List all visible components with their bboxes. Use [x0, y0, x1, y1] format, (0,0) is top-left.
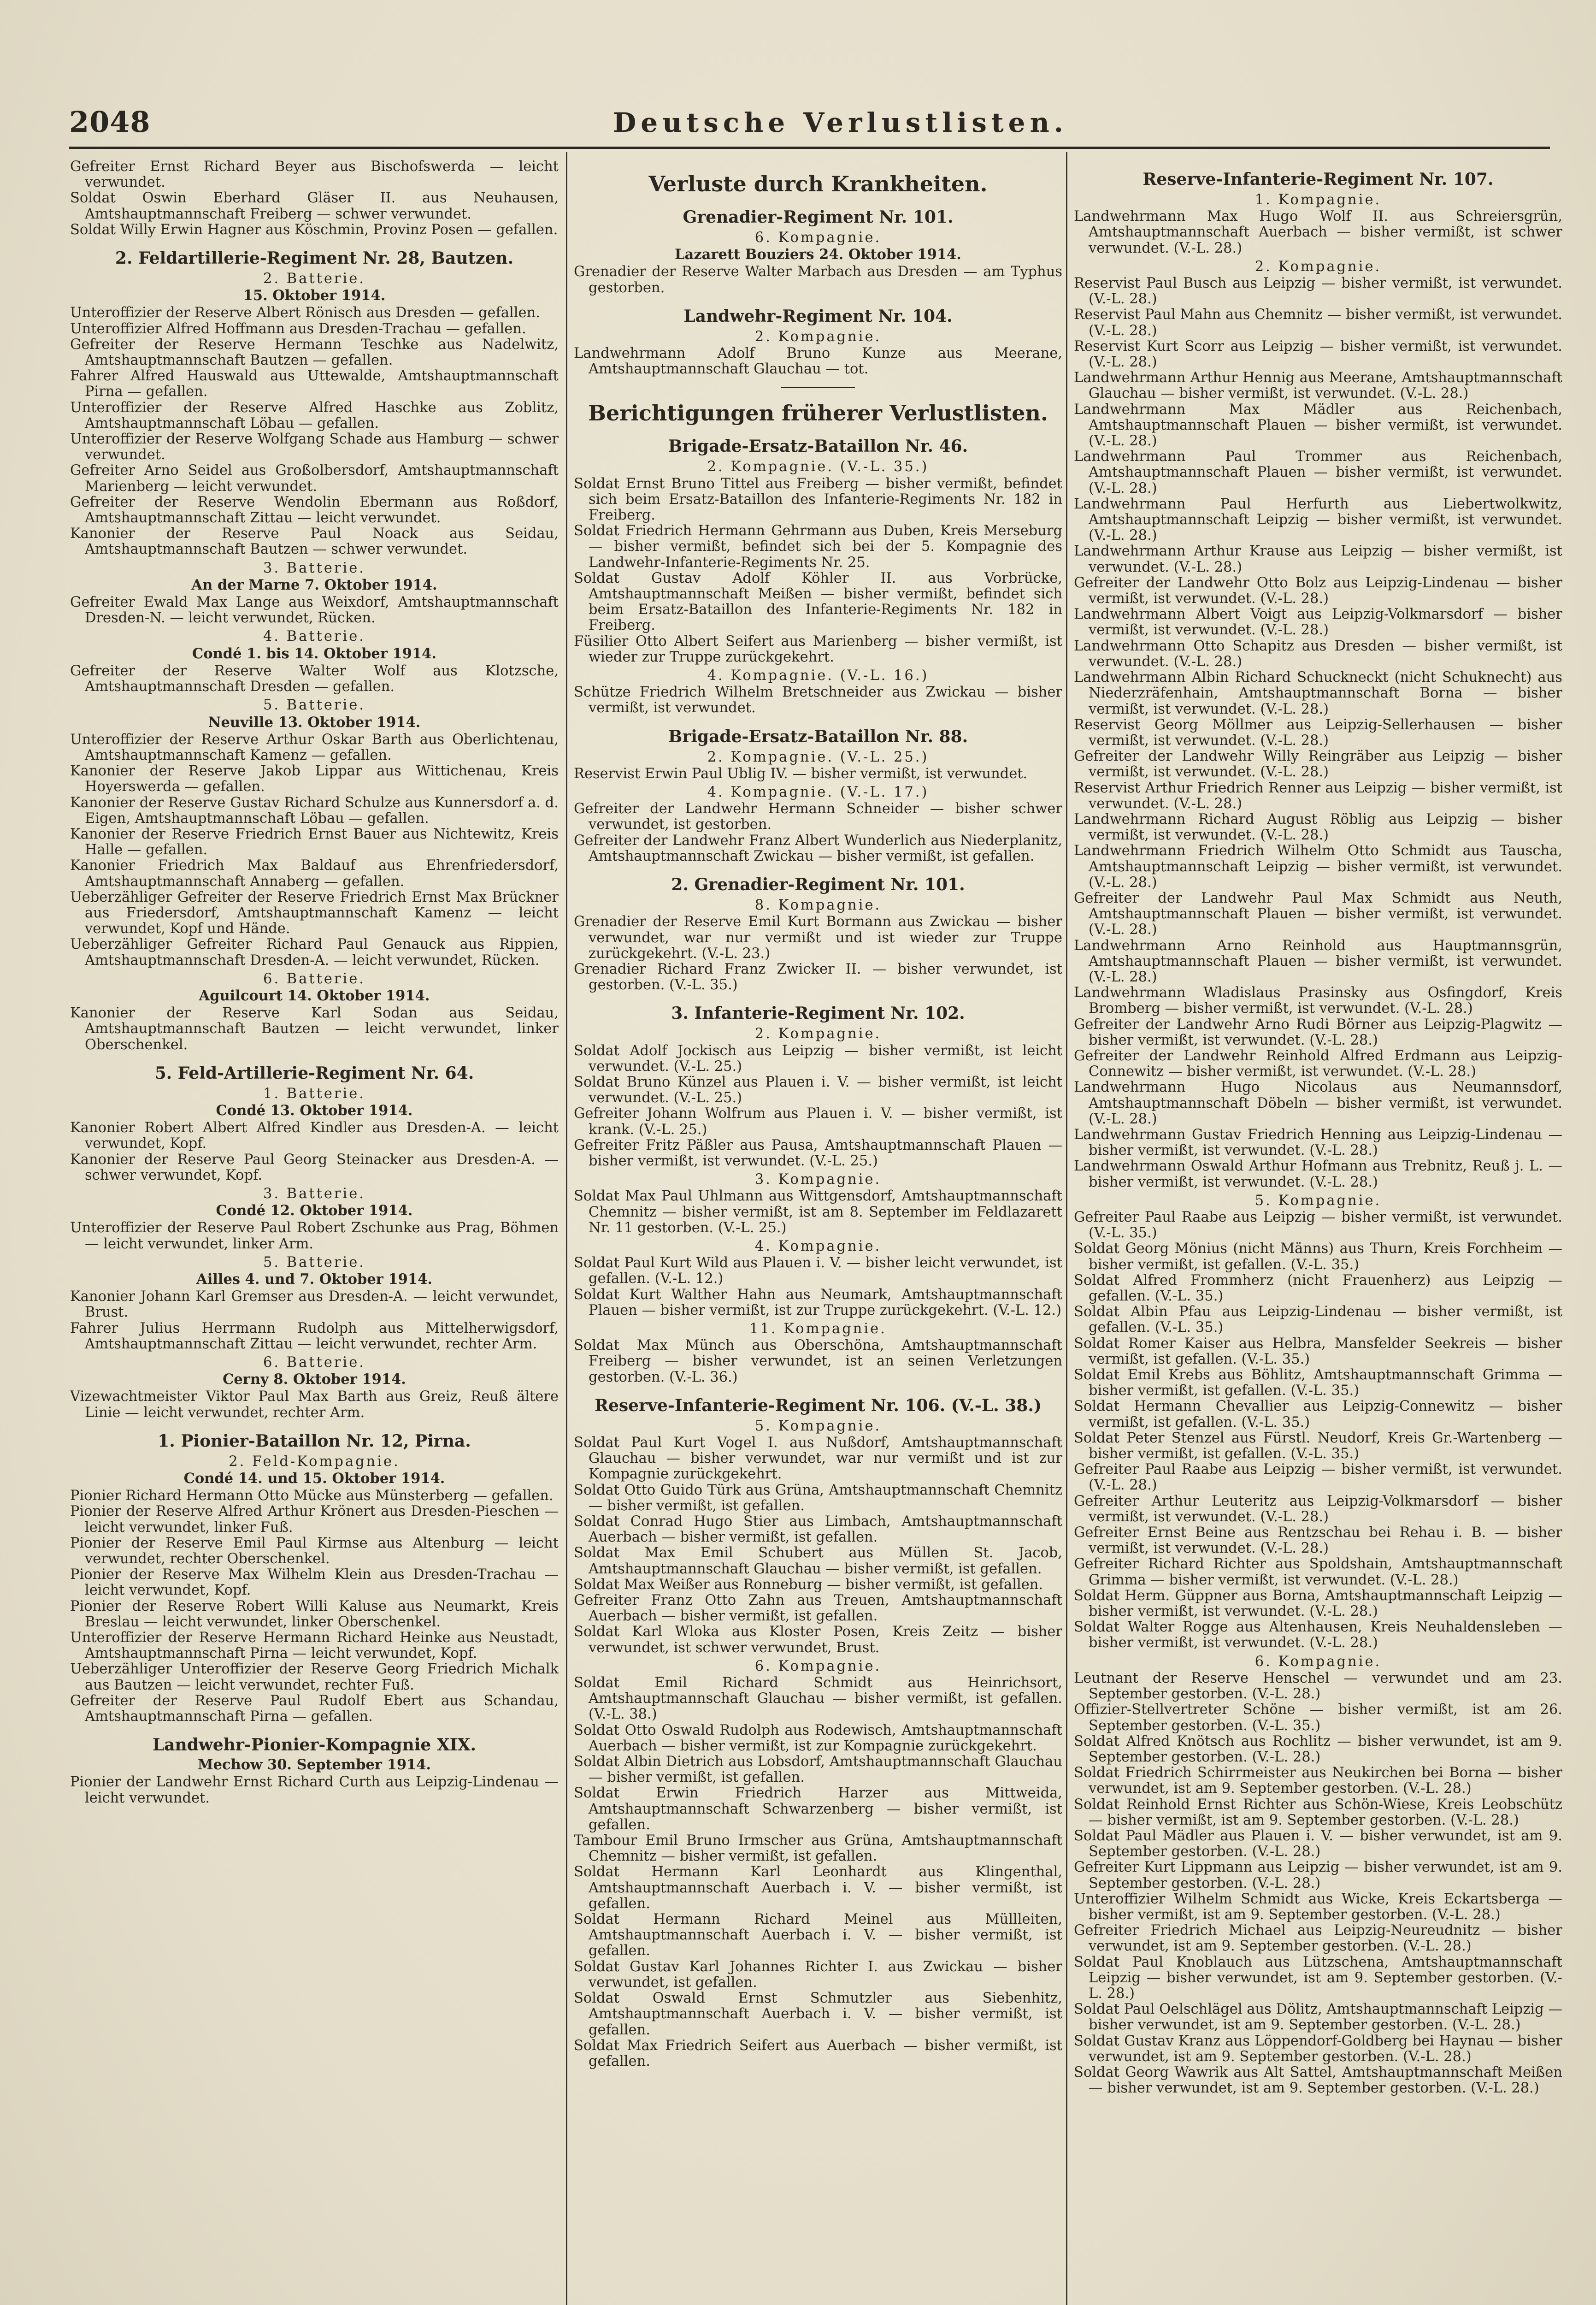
casualty-entry: Unteroffizier der Reserve Wolfgang Schade aus Hamburg — schwer verwundet. [70, 431, 559, 463]
casualty-entry: Gefreiter der Landwehr Willy Reingräber aus Leipzig — bisher vermißt, ist verwundet. (V.-L. 28.) [1074, 748, 1562, 780]
unit-heading: Landwehr-Regiment Nr. 104. [683, 306, 953, 326]
subunit-heading: 5. Kompagnie. [754, 1418, 882, 1434]
casualty-entry: Grenadier Richard Franz Zwicker II. — bisher verwundet, ist gestorben. (V.-L. 35.) [574, 961, 1062, 993]
casualty-entry: Leutnant der Reserve Henschel — verwundet und am 23. September gestorben. (V.-L. 28.) [1074, 1670, 1562, 1702]
casualty-entry: Soldat Gustav Karl Johannes Richter I. aus Zwickau — bisher verwundet, ist gefallen. [574, 1958, 1062, 1991]
unit-heading: Brigade-Ersatz-Bataillon Nr. 46. [668, 437, 968, 456]
subunit-heading: 2. Kompagnie. [1254, 258, 1382, 275]
casualty-entry: Pionier der Reserve Robert Willi Kaluse aus Neumarkt, Kreis Breslau — leicht verwundet, linker Oberschenkel. [70, 1598, 559, 1630]
casualty-entry: Gefreiter der Reserve Paul Rudolf Ebert aus Schandau, Amtshauptmannschaft Pirna — gefallen. [70, 1692, 559, 1725]
casualty-entry: Soldat Paul Oelschlägel aus Dölitz, Amtshauptmannschaft Leipzig — bisher verwundet, ist am 9. September gestorben. (V.-L. 28.) [1074, 2001, 1562, 2033]
casualty-entry: Pionier Richard Hermann Otto Mücke aus Münsterberg — gefallen. [70, 1488, 554, 1504]
subunit-heading: 1. Batterie. [263, 1085, 366, 1102]
casualty-entry: Gefreiter Paul Raabe aus Leipzig — bisher vermißt, ist verwundet. (V.-L. 35.) [1074, 1209, 1562, 1241]
casualty-entry: Vizewachtmeister Viktor Paul Max Barth aus Greiz, Reuß ältere Linie — leicht verwundet, rechter Arm. [70, 1389, 559, 1421]
casualty-entry: Gefreiter der Reserve Hermann Teschke aus Nadelwitz, Amtshauptmannschaft Bautzen — gefallen. [70, 336, 559, 369]
casualty-entry: Soldat Hermann Karl Leonhardt aus Klingenthal, Amtshauptmannschaft Auerbach i. V. — bisher vermißt, ist gefallen. [574, 1864, 1062, 1912]
subunit-heading: 6. Batterie. [263, 970, 366, 987]
casualty-entry: Gefreiter Ernst Beine aus Rentzschau bei Rehau i. B. — bisher vermißt, ist verwundet. (V.-L. 28.) [1074, 1525, 1562, 1557]
casualty-entry: Unteroffizier der Reserve Albert Rönisch aus Dresden — gefallen. [70, 305, 540, 321]
subunit-heading: 5. Kompagnie. [1254, 1192, 1382, 1209]
casualty-entry: Gefreiter der Reserve Walter Wolf aus Klotzsche, Amtshauptmannschaft Dresden — gefallen. [70, 662, 559, 695]
casualty-entry: Landwehrmann Paul Trommer aus Reichenbach, Amtshauptmannschaft Plauen — bisher vermißt, ist verwundet. (V.-L. 28.) [1074, 449, 1562, 496]
subunit-heading: 2. Feld-Kompagnie. [229, 1453, 400, 1470]
casualty-entry: Landwehrmann Max Hugo Wolf II. aus Schreiersgrün, Amtshauptmannschaft Auerbach — bisher vermißt, ist schwer verwundet. (V.-L. 28.) [1074, 208, 1562, 256]
casualty-entry: Soldat Georg Mönius (nicht Männs) aus Thurn, Kreis Forchheim — bisher vermißt, ist gefallen. (V.-L. 35.) [1074, 1241, 1562, 1273]
place-date-line: Cerny 8. Oktober 1914. [223, 1371, 406, 1388]
casualty-entry: Ueberzähliger Gefreiter Richard Paul Genauck aus Rippien, Amtshauptmannschaft Dresden-A. — leicht verwundet, Rücken. [70, 936, 559, 969]
subunit-heading: 4. Kompagnie. (V.-L. 17.) [707, 784, 929, 801]
casualty-entry: Gefreiter Kurt Lippmann aus Leipzig — bisher verwundet, ist am 9. September gestorben. (V.-L. 28.) [1074, 1859, 1562, 1891]
casualty-entry: Gefreiter Friedrich Michael aus Leipzig-Neureudnitz — bisher verwundet, ist am 9. September gestorben. (V.-L. 28.) [1074, 1922, 1562, 1955]
subunit-heading: 3. Batterie. [263, 1185, 366, 1202]
subunit-heading: 2. Batterie. [263, 271, 366, 287]
subunit-heading: 6. Kompagnie. [754, 1658, 882, 1674]
casualty-entry: Landwehrmann Paul Herfurth aus Liebertwolkwitz, Amtshauptmannschaft Leipzig — bisher vermißt, ist verwundet. (V.-L. 28.) [1074, 496, 1562, 544]
subunit-heading: 6. Batterie. [263, 1354, 366, 1371]
casualty-entry: Unteroffizier der Reserve Alfred Haschke aus Zoblitz, Amtshauptmannschaft Löbau — gefallen. [70, 399, 559, 431]
casualty-entry: Landwehrmann Richard August Röblig aus Leipzig — bisher vermißt, ist verwundet. (V.-L. 28.) [1074, 811, 1562, 844]
unit-heading: 2. Feldartillerie-Regiment Nr. 28, Bautzen. [115, 248, 514, 268]
place-date-line: Condé 13. Oktober 1914. [216, 1102, 413, 1119]
header-rule [69, 147, 1550, 149]
casualty-entry: Ueberzähliger Gefreiter der Reserve Friedrich Ernst Max Brückner aus Friedersdorf, Amtshauptmannschaft Kamenz — leicht verwundet, Kopf und Hände. [70, 889, 559, 937]
casualty-entry: Landwehrmann Arthur Krause aus Leipzig — bisher vermißt, ist verwundet. (V.-L. 28.) [1074, 543, 1562, 575]
casualty-entry: Unteroffizier Alfred Hoffmann aus Dresden-Trachau — gefallen. [70, 320, 526, 337]
casualty-entry: Pionier der Reserve Max Wilhelm Klein aus Dresden-Trachau — leicht verwundet, Kopf. [70, 1566, 559, 1599]
casualty-entry: Unteroffizier Wilhelm Schmidt aus Wicke, Kreis Eckartsberga — bisher vermißt, ist am 9. September gestorben. (V.-L. 28.) [1074, 1891, 1562, 1923]
subunit-heading: 2. Kompagnie. [754, 328, 882, 345]
page-number: 2048 [69, 105, 151, 139]
casualty-entry: Soldat Oswald Ernst Schmutzler aus Siebenhitz, Amtshauptmannschaft Auerbach i. V. — bisher vermißt, ist gefallen. [574, 1990, 1062, 2038]
casualty-entry: Soldat Reinhold Ernst Richter aus Schön-Wiese, Kreis Leobschütz — bisher vermißt, ist am 9. September gestorben. (V.-L. 28.) [1074, 1796, 1562, 1828]
subunit-heading: 1. Kompagnie. [1254, 192, 1382, 208]
casualty-entry: Kanonier Friedrich Max Baldauf aus Ehrenfriedersdorf, Amtshauptmannschaft Annaberg — gefallen. [70, 857, 559, 890]
casualty-entry: Fahrer Alfred Hauswald aus Uttewalde, Amtshauptmannschaft Pirna — gefallen. [70, 368, 559, 400]
place-date-line: 15. Oktober 1914. [243, 287, 386, 304]
casualty-entry: Soldat Max Emil Schubert aus Müllen St. Jacob, Amtshauptmannschaft Glauchau — bisher vermißt, ist gefallen. [574, 1545, 1062, 1577]
casualty-entry: Soldat Otto Oswald Rudolph aus Rodewisch, Amtshauptmannschaft Auerbach — bisher vermißt, ist zur Kompagnie zurückgekehrt. [574, 1722, 1062, 1754]
casualty-entry: Soldat Paul Knoblauch aus Lützschena, Amtshauptmannschaft Leipzig — bisher verwundet, ist am 9. September gestorben. (V.-L. 28.) [1074, 1954, 1562, 2002]
casualty-entry: Landwehrmann Gustav Friedrich Henning aus Leipzig-Lindenau — bisher vermißt, ist verwundet. (V.-L. 28.) [1074, 1126, 1562, 1159]
casualty-entry: Soldat Emil Krebs aus Böhlitz, Amtshauptmannschaft Grimma — bisher vermißt, ist gefallen. (V.-L. 35.) [1074, 1367, 1562, 1399]
casualty-entry: Landwehrmann Arno Reinhold aus Hauptmannsgrün, Amtshauptmannschaft Plauen — bisher vermißt, ist verwundet. (V.-L. 28.) [1074, 937, 1562, 985]
casualty-entry: Kanonier Robert Albert Alfred Kindler aus Dresden-A. — leicht verwundet, Kopf. [70, 1120, 559, 1152]
casualty-entry: Pionier der Reserve Emil Paul Kirmse aus Altenburg — leicht verwundet, rechter Oberschenkel. [70, 1535, 559, 1567]
place-date-line: Lazarett Bouziers 24. Oktober 1914. [675, 246, 961, 263]
casualty-entry: Gefreiter Arno Seidel aus Großolbersdorf, Amtshauptmannschaft Marienberg — leicht verwundet. [70, 462, 559, 495]
subunit-heading: 2. Kompagnie. (V.-L. 25.) [707, 749, 929, 765]
casualty-entry: Kanonier der Reserve Paul Noack aus Seidau, Amtshauptmannschaft Bautzen — schwer verwundet. [70, 526, 559, 558]
casualty-entry: Soldat Alfred Knötsch aus Rochlitz — bisher verwundet, ist am 9. September gestorben. (V.-L. 28.) [1074, 1733, 1562, 1765]
place-date-line: Condé 1. bis 14. Oktober 1914. [192, 645, 437, 662]
column-1 [70, 159, 559, 2305]
place-date-line: Neuville 13. Oktober 1914. [208, 714, 421, 731]
unit-heading: Reserve-Infanterie-Regiment Nr. 106. (V.-L. 38.) [595, 1395, 1042, 1415]
casualty-entry: Landwehrmann Albin Richard Schuckneckt (nicht Schuknecht) aus Niederzräfenhain, Amtshauptmannschaft Borna — bisher vermißt, ist verwundet. (V.-L. 28.) [1074, 669, 1562, 717]
subunit-heading: 8. Kompagnie. [754, 897, 882, 914]
casualty-entry: Soldat Gustav Adolf Köhler II. aus Vorbrücke, Amtshauptmannschaft Meißen — bisher vermißt, befindet sich beim Ersatz-Bataillon des Infanterie-Regiments Nr. 182 in Freiberg. [574, 570, 1062, 634]
casualty-entry: Gefreiter der Landwehr Reinhold Alfred Erdmann aus Leipzig-Connewitz — bisher vermißt, ist verwundet. (V.-L. 28.) [1074, 1047, 1562, 1080]
casualty-entry: Soldat Max Friedrich Seifert aus Auerbach — bisher vermißt, ist gefallen. [574, 2037, 1062, 2069]
casualty-entry: Landwehrmann Wladislaus Prasinsky aus Osfingdorf, Kreis Bromberg — bisher vermißt, ist verwundet. (V.-L. 28.) [1074, 985, 1562, 1017]
casualty-entry: Landwehrmann Arthur Hennig aus Meerane, Amtshauptmannschaft Glauchau — bisher vermißt, ist verwundet. (V.-L. 28.) [1074, 370, 1562, 402]
casualty-entry: Soldat Kurt Walther Hahn aus Neumark, Amtshauptmannschaft Plauen — bisher vermißt, ist zur Truppe zurückgekehrt. (V.-L. 12.) [574, 1286, 1062, 1318]
casualty-entry: Tambour Emil Bruno Irmscher aus Grüna, Amtshauptmannschaft Chemnitz — bisher vermißt, ist gefallen. [574, 1832, 1062, 1865]
casualty-entry: Gefreiter der Landwehr Franz Albert Wunderlich aus Niederplanitz, Amtshauptmannschaft Zwickau — bisher vermißt, ist gefallen. [574, 832, 1062, 864]
casualty-entry: Grenadier der Reserve Walter Marbach aus Dresden — am Typhus gestorben. [574, 264, 1062, 296]
casualty-entry: Gefreiter Franz Otto Zahn aus Treuen, Amtshauptmannschaft Auerbach — bisher vermißt, ist gefallen. [574, 1592, 1062, 1625]
column-3 [1074, 159, 1562, 2305]
casualty-entry: Kanonier der Reserve Friedrich Ernst Bauer aus Nichtewitz, Kreis Halle — gefallen. [70, 826, 559, 858]
column-divider [1066, 152, 1067, 2305]
unit-heading: Grenadier-Regiment Nr. 101. [683, 207, 954, 227]
casualty-entry: Soldat Albin Dietrich aus Lobsdorf, Amtshauptmannschaft Glauchau — bisher vermißt, ist gefallen. [574, 1754, 1062, 1786]
casualty-entry: Landwehrmann Max Mädler aus Reichenbach, Amtshauptmannschaft Plauen — bisher vermißt, ist verwundet. (V.-L. 28.) [1074, 401, 1562, 449]
subunit-heading: 11. Kompagnie. [749, 1320, 887, 1337]
casualty-entry: Kanonier Johann Karl Gremser aus Dresden-A. — leicht verwundet, Brust. [70, 1288, 559, 1321]
casualty-entry: Reservist Kurt Scorr aus Leipzig — bisher vermißt, ist verwundet. (V.-L. 28.) [1074, 338, 1562, 371]
unit-heading: Reserve-Infanterie-Regiment Nr. 107. [1143, 170, 1494, 189]
section-divider [781, 387, 855, 388]
casualty-entry: Soldat Emil Richard Schmidt aus Heinrichsort, Amtshauptmannschaft Glauchau — bisher vermißt, ist gefallen. (V.-L. 38.) [574, 1675, 1062, 1723]
casualty-entry: Kanonier der Reserve Gustav Richard Schulze aus Kunnersdorf a. d. Eigen, Amtshauptmannschaft Löbau — gefallen. [70, 794, 559, 827]
subunit-heading: 6. Kompagnie. [1254, 1653, 1382, 1670]
casualty-entry: Soldat Erwin Friedrich Harzer aus Mittweida, Amtshauptmannschaft Schwarzenberg — bisher vermißt, ist gefallen. [574, 1785, 1062, 1833]
casualty-entry: Soldat Peter Stenzel aus Fürstl. Neudorf, Kreis Gr.-Wartenberg — bisher vermißt, ist gefallen. (V.-L. 35.) [1074, 1430, 1562, 1462]
casualty-entry: Soldat Paul Mädler aus Plauen i. V. — bisher verwundet, ist am 9. September gestorben. (V.-L. 28.) [1074, 1827, 1562, 1860]
casualty-entry: Unteroffizier der Reserve Hermann Richard Heinke aus Neustadt, Amtshauptmannschaft Pirna — leicht verwundet, Kopf. [70, 1630, 559, 1662]
casualty-entry: Grenadier der Reserve Emil Kurt Bormann aus Zwickau — bisher verwundet, war nur vermißt und ist wieder zur Truppe zurückgekehrt. (V.-L. 23.) [574, 914, 1062, 962]
casualty-entry: Füsilier Otto Albert Seifert aus Marienberg — bisher vermißt, ist wieder zur Truppe zurückgekehrt. [574, 633, 1062, 665]
casualty-entry: Landwehrmann Adolf Bruno Kunze aus Meerane, Amtshauptmannschaft Glauchau — tot. [574, 345, 1062, 378]
casualty-entry: Soldat Karl Wloka aus Kloster Posen, Kreis Zeitz — bisher verwundet, ist schwer verwundet, Brust. [574, 1624, 1062, 1656]
casualty-entry: Gefreiter Paul Raabe aus Leipzig — bisher vermißt, ist verwundet. (V.-L. 28.) [1074, 1461, 1562, 1494]
casualty-entry: Kanonier der Reserve Karl Sodan aus Seidau, Amtshauptmannschaft Bautzen — leicht verwundet, linker Oberschenkel. [70, 1005, 559, 1053]
casualty-entry: Gefreiter Johann Wolfrum aus Plauen i. V. — bisher vermißt, ist krank. (V.-L. 25.) [574, 1105, 1062, 1138]
unit-heading: Berichtigungen früherer Verlustlisten. [588, 401, 1048, 426]
casualty-entry: Gefreiter Richard Richter aus Spoldshain, Amtshauptmannschaft Grimma — bisher vermißt, ist verwundet. (V.-L. 28.) [1074, 1556, 1562, 1588]
place-date-line: Condé 12. Oktober 1914. [216, 1202, 413, 1219]
unit-heading: 3. Infanterie-Regiment Nr. 102. [671, 1004, 965, 1023]
place-date-line: Aguilcourt 14. Oktober 1914. [199, 987, 430, 1004]
casualty-entry: Soldat Romer Kaiser aus Helbra, Mansfelder Seekreis — bisher vermißt, ist gefallen. (V.-L. 35.) [1074, 1335, 1562, 1367]
place-date-line: An der Marne 7. Oktober 1914. [191, 576, 437, 593]
column-divider [566, 152, 567, 2305]
casualty-entry: Landwehrmann Otto Schapitz aus Dresden — bisher vermißt, ist verwundet. (V.-L. 28.) [1074, 638, 1562, 670]
place-date-line: Condé 14. und 15. Oktober 1914. [183, 1470, 445, 1487]
casualty-entry: Kanonier der Reserve Paul Georg Steinacker aus Dresden-A. — schwer verwundet, Kopf. [70, 1151, 559, 1183]
unit-heading: Verluste durch Krankheiten. [648, 171, 988, 196]
casualty-entry: Unteroffizier der Reserve Paul Robert Zschunke aus Prag, Böhmen — leicht verwundet, linker Arm. [70, 1220, 559, 1252]
subunit-heading: 2. Kompagnie. [754, 1026, 882, 1042]
casualty-entry: Kanonier der Reserve Jakob Lippar aus Wittichenau, Kreis Hoyerswerda — gefallen. [70, 763, 559, 795]
subunit-heading: 5. Batterie. [263, 697, 366, 714]
casualty-entry: Soldat Friedrich Hermann Gehrmann aus Duben, Kreis Merseburg — bisher vermißt, befindet sich bei der 5. Kompagnie des Landwehr-Infanterie-Regiments Nr. 25. [574, 523, 1062, 571]
casualty-entry: Reservist Georg Möllmer aus Leipzig-Sellerhausen — bisher vermißt, ist verwundet. (V.-L. 28.) [1074, 716, 1562, 749]
column-2 [574, 159, 1062, 2305]
unit-heading: Brigade-Ersatz-Bataillon Nr. 88. [668, 727, 968, 746]
casualty-entry: Gefreiter Ernst Richard Beyer aus Bischofswerda — leicht verwundet. [70, 159, 559, 191]
casualty-entry: Gefreiter Fritz Päßler aus Pausa, Amtshauptmannschaft Plauen — bisher vermißt, ist verwundet. (V.-L. 25.) [574, 1137, 1062, 1169]
casualty-entry: Soldat Adolf Jockisch aus Leipzig — bisher vermißt, ist leicht verwundet. (V.-L. 25.) [574, 1042, 1062, 1075]
subunit-heading: 4. Batterie. [263, 628, 366, 645]
casualty-entry: Gefreiter der Reserve Wendolin Ebermann aus Roßdorf, Amtshauptmannschaft Zittau — leicht verwundet. [70, 494, 559, 526]
casualty-entry: Soldat Hermann Chevallier aus Leipzig-Connewitz — bisher vermißt, ist gefallen. (V.-L. 35.) [1074, 1398, 1562, 1430]
subunit-heading: 6. Kompagnie. [754, 230, 882, 246]
casualty-entry: Landwehrmann Albert Voigt aus Leipzig-Volkmarsdorf — bisher vermißt, ist verwundet. (V.-L. 28.) [1074, 606, 1562, 638]
casualty-entry: Soldat Bruno Künzel aus Plauen i. V. — bisher vermißt, ist leicht verwundet. (V.-L. 25.) [574, 1074, 1062, 1106]
casualty-entry: Soldat Georg Wawrik aus Alt Sattel, Amtshauptmannschaft Meißen — bisher verwundet, ist am 9. September gestorben. (V.-L. 28.) [1074, 2064, 1562, 2097]
casualty-entry: Soldat Hermann Richard Meinel aus Müllleiten, Amtshauptmannschaft Auerbach i. V. — bisher vermißt, ist gefallen. [574, 1911, 1062, 1959]
casualty-entry: Soldat Paul Kurt Vogel I. aus Nußdorf, Amtshauptmannschaft Glauchau — bisher verwundet, war nur vermißt und ist zur Kompagnie zurückgekehrt. [574, 1434, 1062, 1483]
casualty-entry: Gefreiter der Landwehr Hermann Schneider — bisher schwer verwundet, ist gestorben. [574, 801, 1062, 833]
casualty-entry: Pionier der Reserve Alfred Arthur Krönert aus Dresden-Pieschen — leicht verwundet, linker Fuß. [70, 1503, 559, 1536]
casualty-entry: Reservist Paul Mahn aus Chemnitz — bisher vermißt, ist verwundet. (V.-L. 28.) [1074, 307, 1562, 339]
unit-heading: 5. Feld-Artillerie-Regiment Nr. 64. [154, 1063, 474, 1083]
casualty-entry: Soldat Walter Rogge aus Altenhausen, Kreis Neuhaldensleben — bisher vermißt, ist verwundet. (V.-L. 28.) [1074, 1619, 1562, 1651]
running-title: Deutsche Verlustlisten. [613, 107, 1068, 138]
place-date-line: Ailles 4. und 7. Oktober 1914. [196, 1271, 432, 1288]
subunit-heading: 3. Kompagnie. [754, 1171, 882, 1188]
casualty-entry: Fahrer Julius Herrmann Rudolph aus Mittelherwigsdorf, Amtshauptmannschaft Zittau — leicht verwundet, rechter Arm. [70, 1320, 559, 1352]
casualty-entry: Offizier-Stellvertreter Schöne — bisher vermißt, ist am 26. September gestorben. (V.-L. 35.) [1074, 1702, 1562, 1734]
unit-heading: Landwehr-Pionier-Kompagnie XIX. [152, 1735, 477, 1755]
casualty-entry: Reservist Arthur Friedrich Renner aus Leipzig — bisher vermißt, ist verwundet. (V.-L. 28.) [1074, 780, 1562, 812]
casualty-entry: Soldat Herm. Güppner aus Borna, Amtshauptmannschaft Leipzig — bisher vermißt, ist verwundet. (V.-L. 28.) [1074, 1587, 1562, 1620]
casualty-entry: Soldat Conrad Hugo Stier aus Limbach, Amtshauptmannschaft Auerbach — bisher vermißt, ist gefallen. [574, 1513, 1062, 1546]
casualty-entry: Soldat Friedrich Schirrmeister aus Neukirchen bei Borna — bisher verwundet, ist am 9. September gestorben. (V.-L. 28.) [1074, 1765, 1562, 1797]
casualty-entry: Ueberzähliger Unteroffizier der Reserve Georg Friedrich Michalk aus Bautzen — leicht verwundet, rechter Fuß. [70, 1661, 559, 1693]
casualty-entry: Soldat Paul Kurt Wild aus Plauen i. V. — bisher leicht verwundet, ist gefallen. (V.-L. 12.) [574, 1255, 1062, 1287]
casualty-entry: Gefreiter der Landwehr Arno Rudi Börner aus Leipzig-Plagwitz — bisher vermißt, ist verwundet. (V.-L. 28.) [1074, 1016, 1562, 1048]
casualty-entry: Gefreiter Arthur Leuteritz aus Leipzig-Volkmarsdorf — bisher vermißt, ist verwundet. (V.-L. 28.) [1074, 1493, 1562, 1525]
subunit-heading: 4. Kompagnie. [754, 1238, 882, 1254]
casualty-entry: Soldat Alfred Frommherz (nicht Frauenherz) aus Leipzig — gefallen. (V.-L. 35.) [1074, 1272, 1562, 1305]
casualty-entry: Soldat Max Weißer aus Ronneburg — bisher vermißt, ist gefallen. [574, 1576, 1043, 1593]
casualty-entry: Soldat Willy Erwin Hagner aus Köschmin, Provinz Posen — gefallen. [70, 221, 558, 238]
unit-heading: 1. Pionier-Bataillon Nr. 12, Pirna. [158, 1431, 471, 1451]
subunit-heading: 4. Kompagnie. (V.-L. 16.) [707, 668, 929, 684]
unit-heading: 2. Grenadier-Regiment Nr. 101. [671, 875, 965, 895]
casualty-entry: Landwehrmann Friedrich Wilhelm Otto Schmidt aus Tauscha, Amtshauptmannschaft Leipzig — bisher vermißt, ist verwundet. (V.-L. 28.) [1074, 843, 1562, 891]
subunit-heading: 3. Batterie. [263, 560, 366, 576]
casualty-entry: Soldat Albin Pfau aus Leipzig-Lindenau — bisher vermißt, ist gefallen. (V.-L. 35.) [1074, 1304, 1562, 1336]
casualty-entry: Landwehrmann Hugo Nicolaus aus Neumannsdorf, Amtshauptmannschaft Döbeln — bisher vermißt, ist verwundet. (V.-L. 28.) [1074, 1079, 1562, 1127]
casualty-entry: Gefreiter Ewald Max Lange aus Weixdorf, Amtshauptmannschaft Dresden-N. — leicht verwundet, Rücken. [70, 594, 559, 626]
casualty-entry: Landwehrmann Oswald Arthur Hofmann aus Trebnitz, Reuß j. L. — bisher vermißt, ist verwundet. (V.-L. 28.) [1074, 1158, 1562, 1190]
casualty-entry: Gefreiter der Landwehr Paul Max Schmidt aus Neuth, Amtshauptmannschaft Plauen — bisher vermißt, ist verwundet. (V.-L. 28.) [1074, 890, 1562, 938]
casualty-entry: Soldat Otto Guido Türk aus Grüna, Amtshauptmannschaft Chemnitz — bisher vermißt, ist gefallen. [574, 1482, 1062, 1514]
subunit-heading: 2. Kompagnie. (V.-L. 35.) [707, 459, 929, 475]
casualty-entry: Soldat Max Paul Uhlmann aus Wittgensdorf, Amtshauptmannschaft Chemnitz — bisher vermißt, ist am 8. September im Feldlazarett Nr. 11 gestorben. (V.-L. 25.) [574, 1188, 1062, 1236]
casualty-entry: Soldat Oswin Eberhard Gläser II. aus Neuhausen, Amtshauptmannschaft Freiberg — schwer verwundet. [70, 190, 559, 222]
subunit-heading: 5. Batterie. [263, 1254, 366, 1271]
casualty-entry: Unteroffizier der Reserve Arthur Oskar Barth aus Oberlichtenau, Amtshauptmannschaft Kamenz — gefallen. [70, 731, 559, 763]
casualty-entry: Schütze Friedrich Wilhelm Bretschneider aus Zwickau — bisher vermißt, ist verwundet. [574, 684, 1062, 716]
casualty-entry: Reservist Paul Busch aus Leipzig — bisher vermißt, ist verwundet. (V.-L. 28.) [1074, 275, 1562, 307]
casualty-entry: Soldat Ernst Bruno Tittel aus Freiberg — bisher vermißt, befindet sich beim Ersatz-Bataillon des Infanterie-Regiments Nr. 182 in Freiberg. [574, 475, 1062, 524]
casualty-entry: Gefreiter der Landwehr Otto Bolz aus Leipzig-Lindenau — bisher vermißt, ist verwundet. (V.-L. 28.) [1074, 574, 1562, 607]
casualty-entry: Soldat Gustav Kranz aus Löppendorf-Goldberg bei Haynau — bisher verwundet, ist am 9. September gestorben. (V.-L. 28.) [1074, 2033, 1562, 2065]
casualty-entry: Reservist Erwin Paul Ublig IV. — bisher vermißt, ist verwundet. [574, 765, 1028, 782]
casualty-entry: Pionier der Landwehr Ernst Richard Curth aus Leipzig-Lindenau — leicht verwundet. [70, 1774, 559, 1806]
casualty-entry: Soldat Max Münch aus Oberschöna, Amtshauptmannschaft Freiberg — bisher verwundet, ist an seinen Verletzungen gestorben. (V.-L. 36.) [574, 1337, 1062, 1385]
place-date-line: Mechow 30. September 1914. [197, 1756, 431, 1773]
